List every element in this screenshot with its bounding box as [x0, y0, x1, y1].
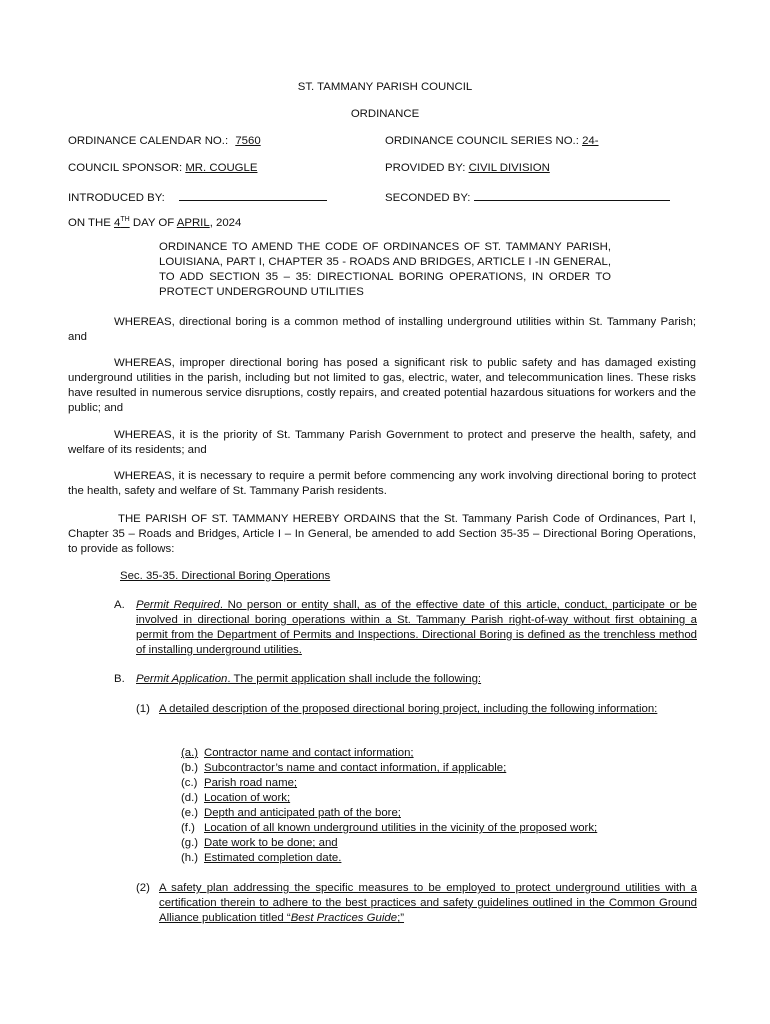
list-item [181, 776, 597, 791]
day-suffix: TH [120, 216, 130, 223]
seconded-by-line [385, 188, 670, 206]
whereas-clause-2: WHEREAS, improper directional boring has posed a significant risk to public safety and has damaged existing underground utilities in the parish, including but not limited to gas, electric, water, and telecommunication lines. These risks have resulted in numerous service disruptions, costly repairs, and created potential hazardous situations for workers and the public; and [68, 357, 696, 414]
calendar-label: ORDINANCE CALENDAR NO.: [68, 135, 229, 147]
introduced-label: INTRODUCED BY: [68, 192, 165, 204]
list-item-text: Location of work; [204, 792, 291, 804]
list-item-text: Subcontractor’s name and contact information, if applicable; [204, 762, 507, 774]
list-item [181, 851, 597, 866]
date-mid: DAY OF [132, 217, 175, 229]
list-item-text: Estimated completion date. [204, 852, 342, 864]
list-item-label: (f.) [181, 822, 195, 834]
list-item [181, 761, 597, 776]
whereas-clause-1: WHEREAS, directional boring is a common method of installing underground utilities within St. Tammany Parish; and [68, 316, 696, 343]
introduced-by-line [68, 188, 327, 206]
provided-label: PROVIDED BY: [385, 162, 466, 174]
item-b-title: Permit Application [136, 673, 228, 685]
list-item-text: Contractor name and contact information; [204, 747, 414, 759]
sub-2-end: ;” [397, 912, 405, 924]
item-b-body: . The permit application shall include the following: [227, 673, 482, 685]
item-a-body: . No person or entity shall, as of the effective date of this article, conduct, participate or be involved in directional boring operations within a St. Tammany Parish right-of-way without first obtaining a permit from the Department of Permits and Inspections. Directional Boring is defined as the trenchless method of installing underground utilities. [136, 599, 697, 656]
list-item-label: (h.) [181, 852, 199, 864]
provided-by-line [385, 161, 550, 176]
list-item [181, 791, 597, 806]
list-item [181, 836, 597, 851]
list-item-text: Parish road name; [204, 777, 298, 789]
item-a-label: A. [114, 599, 125, 611]
series-number-line [385, 134, 640, 149]
sub-2-body: A safety plan addressing the specific measures to be employed to protect underground utilities with a certification therein to adhere to the best practices and safety guidelines outlined in the Common Ground Alliance publication titled “ [159, 882, 697, 924]
calendar-number-line [68, 134, 261, 149]
list-item-text: Depth and anticipated path of the bore; [204, 807, 401, 819]
item-b-text [136, 672, 481, 687]
date-year: , 2024 [209, 217, 242, 229]
sub-2-label: (2) [136, 882, 150, 894]
sub-1-item-list [181, 746, 597, 866]
list-item-label: (d.) [181, 792, 199, 804]
item-a-title: Permit Required [136, 599, 220, 611]
ordains-paragraph: THE PARISH OF ST. TAMMANY HEREBY ORDAINS that the St. Tammany Parish Code of Ordinances, Part I, Chapter 35 – Roads and Bridges, Article I – In General, be amended to add Section 35-35 – Directional Boring Operations, to provide as follows: [68, 513, 696, 555]
sub-1-label: (1) [136, 703, 150, 715]
sub-2-text [159, 881, 697, 926]
sub-2-italic: Best Practices Guide [290, 912, 398, 924]
ordinance-title: ORDINANCE TO AMEND THE CODE OF ORDINANCES OF ST. TAMMANY PARISH, LOUISIANA, PART I, CHAPTER 35 - ROADS AND BRIDGES, ARTICLE I -IN GENERAL, TO ADD SECTION 35 – 35: DIRECTIONAL BORING OPERATIONS, IN ORDER TO PROTECT UNDERGROUND UTILITIES [159, 241, 611, 298]
sponsor-line [68, 161, 257, 176]
list-item-label: (a.) [181, 747, 199, 759]
item-a-text [136, 598, 697, 658]
provided-by-value: CIVIL DIVISION [468, 162, 550, 174]
seconded-label: SECONDED BY: [385, 192, 471, 204]
calendar-number: 7560 [235, 135, 261, 147]
whereas-clause-4: WHEREAS, it is necessary to require a permit before commencing any work involving directional boring to protect the health, safety and welfare of St. Tammany Parish residents. [68, 470, 696, 497]
document-type: ORDINANCE [350, 108, 420, 120]
list-item [181, 746, 597, 761]
seconded-by-blank [474, 188, 670, 201]
sponsor-label: COUNCIL SPONSOR: [68, 162, 183, 174]
series-number: 24- [582, 135, 599, 147]
date-month: APRIL [176, 217, 210, 229]
item-b-label: B. [114, 673, 125, 685]
list-item [181, 821, 597, 836]
list-item-label: (e.) [181, 807, 199, 819]
council-heading: ST. TAMMANY PARISH COUNCIL [297, 81, 473, 93]
date-day [114, 217, 130, 229]
series-label: ORDINANCE COUNCIL SERIES NO.: [385, 135, 579, 147]
date-prefix: ON THE [68, 217, 111, 229]
section-heading: Sec. 35-35. Directional Boring Operations [120, 570, 331, 582]
list-item-label: (b.) [181, 762, 199, 774]
day-number: 4 [114, 217, 121, 229]
list-item [181, 806, 597, 821]
date-line [68, 216, 241, 231]
list-item-text: Location of all known underground utilities in the vicinity of the proposed work; [204, 822, 598, 834]
whereas-clause-3: WHEREAS, it is the priority of St. Tammany Parish Government to protect and preserve the health, safety, and welfare of its residents; and [68, 429, 696, 456]
sponsor-name: MR. COUGLE [185, 162, 258, 174]
list-item-label: (g.) [181, 837, 199, 849]
introduced-by-blank [179, 188, 327, 201]
list-item-label: (c.) [181, 777, 198, 789]
list-item-text: Date work to be done; and [204, 837, 338, 849]
sub-1-text: A detailed description of the proposed directional boring project, including the following information: [159, 703, 658, 715]
